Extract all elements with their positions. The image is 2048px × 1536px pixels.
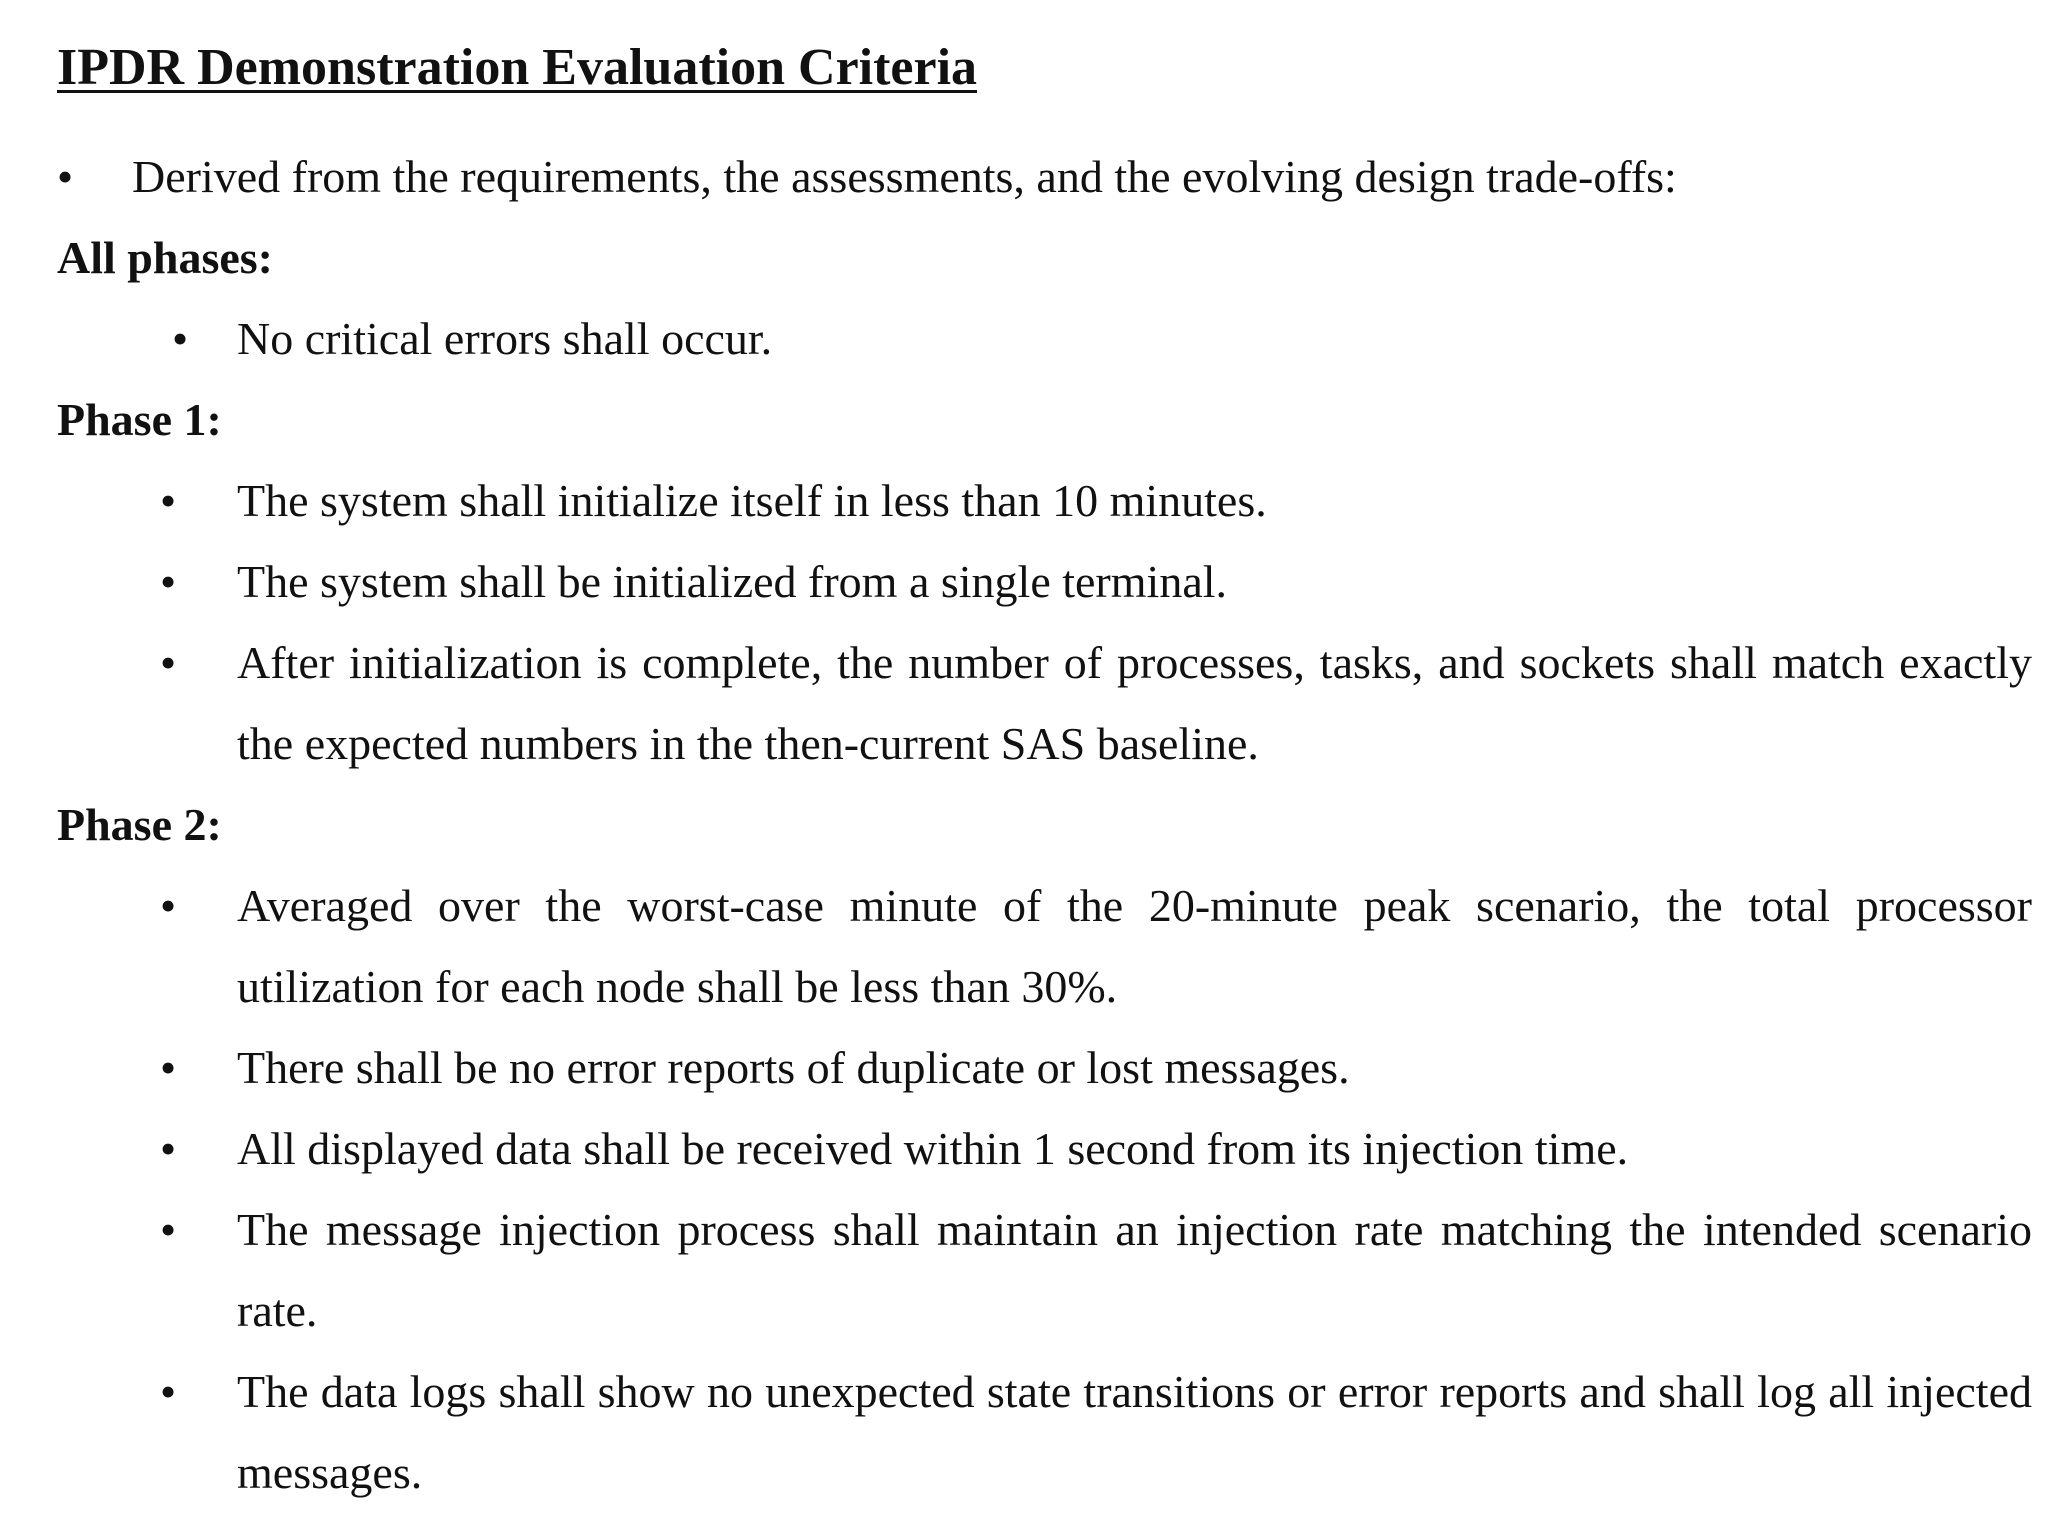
list-item [57,622,2032,784]
bullet-icon: • [160,556,177,607]
section-heading-all-phases: All phases: [57,232,273,283]
list-item-text: There shall be no error reports of duplicate or lost messages. [237,1042,1350,1093]
phase-1-criteria-list [57,460,2032,784]
intro-text: Derived from the requirements, the assessments, and the evolving design trade-offs: [132,151,1677,202]
bullet-icon: • [57,151,74,202]
document-page [57,28,2032,1513]
list-item-text: All displayed data shall be received within 1 second from its injection time. [237,1123,1629,1174]
bullet-icon: • [160,1123,177,1174]
intro-bullet-item [57,136,2032,217]
list-item [57,460,2032,541]
bullet-icon: • [160,475,177,526]
list-item-text: The system shall be initialized from a single terminal. [237,556,1228,607]
bullet-icon: • [172,313,189,364]
bullet-icon: • [160,637,177,688]
list-item-text: No critical errors shall occur. [237,313,773,364]
page-title: IPDR Demonstration Evaluation Criteria [57,39,978,96]
all-phases-criteria-list [57,298,2032,379]
list-item [57,1108,2032,1189]
bullet-icon: • [160,1204,177,1255]
list-item-text: After initialization is complete, the number of processes, tasks, and sockets shall match exactly the expected numbers in the then-current SAS baseline. [237,637,2032,769]
list-item-text: The system shall initialize itself in less than 10 minutes. [237,475,1267,526]
list-item [57,541,2032,622]
list-item [57,298,2032,379]
phase-2-criteria-list [57,865,2032,1513]
section-heading-phase-1: Phase 1: [57,394,222,445]
bullet-icon: • [160,880,177,931]
list-item-text: Averaged over the worst-case minute of the 20-minute peak scenario, the total processor utilization for each node shall be less than 30%. [237,880,2032,1012]
list-item [57,865,2032,1027]
list-item [57,1027,2032,1108]
list-item [57,1189,2032,1351]
bullet-icon: • [160,1366,177,1417]
list-item [57,1351,2032,1513]
list-item-text: The data logs shall show no unexpected state transitions or error reports and shall log all injected messages. [237,1366,2032,1498]
list-item-text: The message injection process shall maintain an injection rate matching the intended scenario rate. [237,1204,2032,1336]
section-heading-phase-2: Phase 2: [57,799,222,850]
bullet-icon: • [160,1042,177,1093]
